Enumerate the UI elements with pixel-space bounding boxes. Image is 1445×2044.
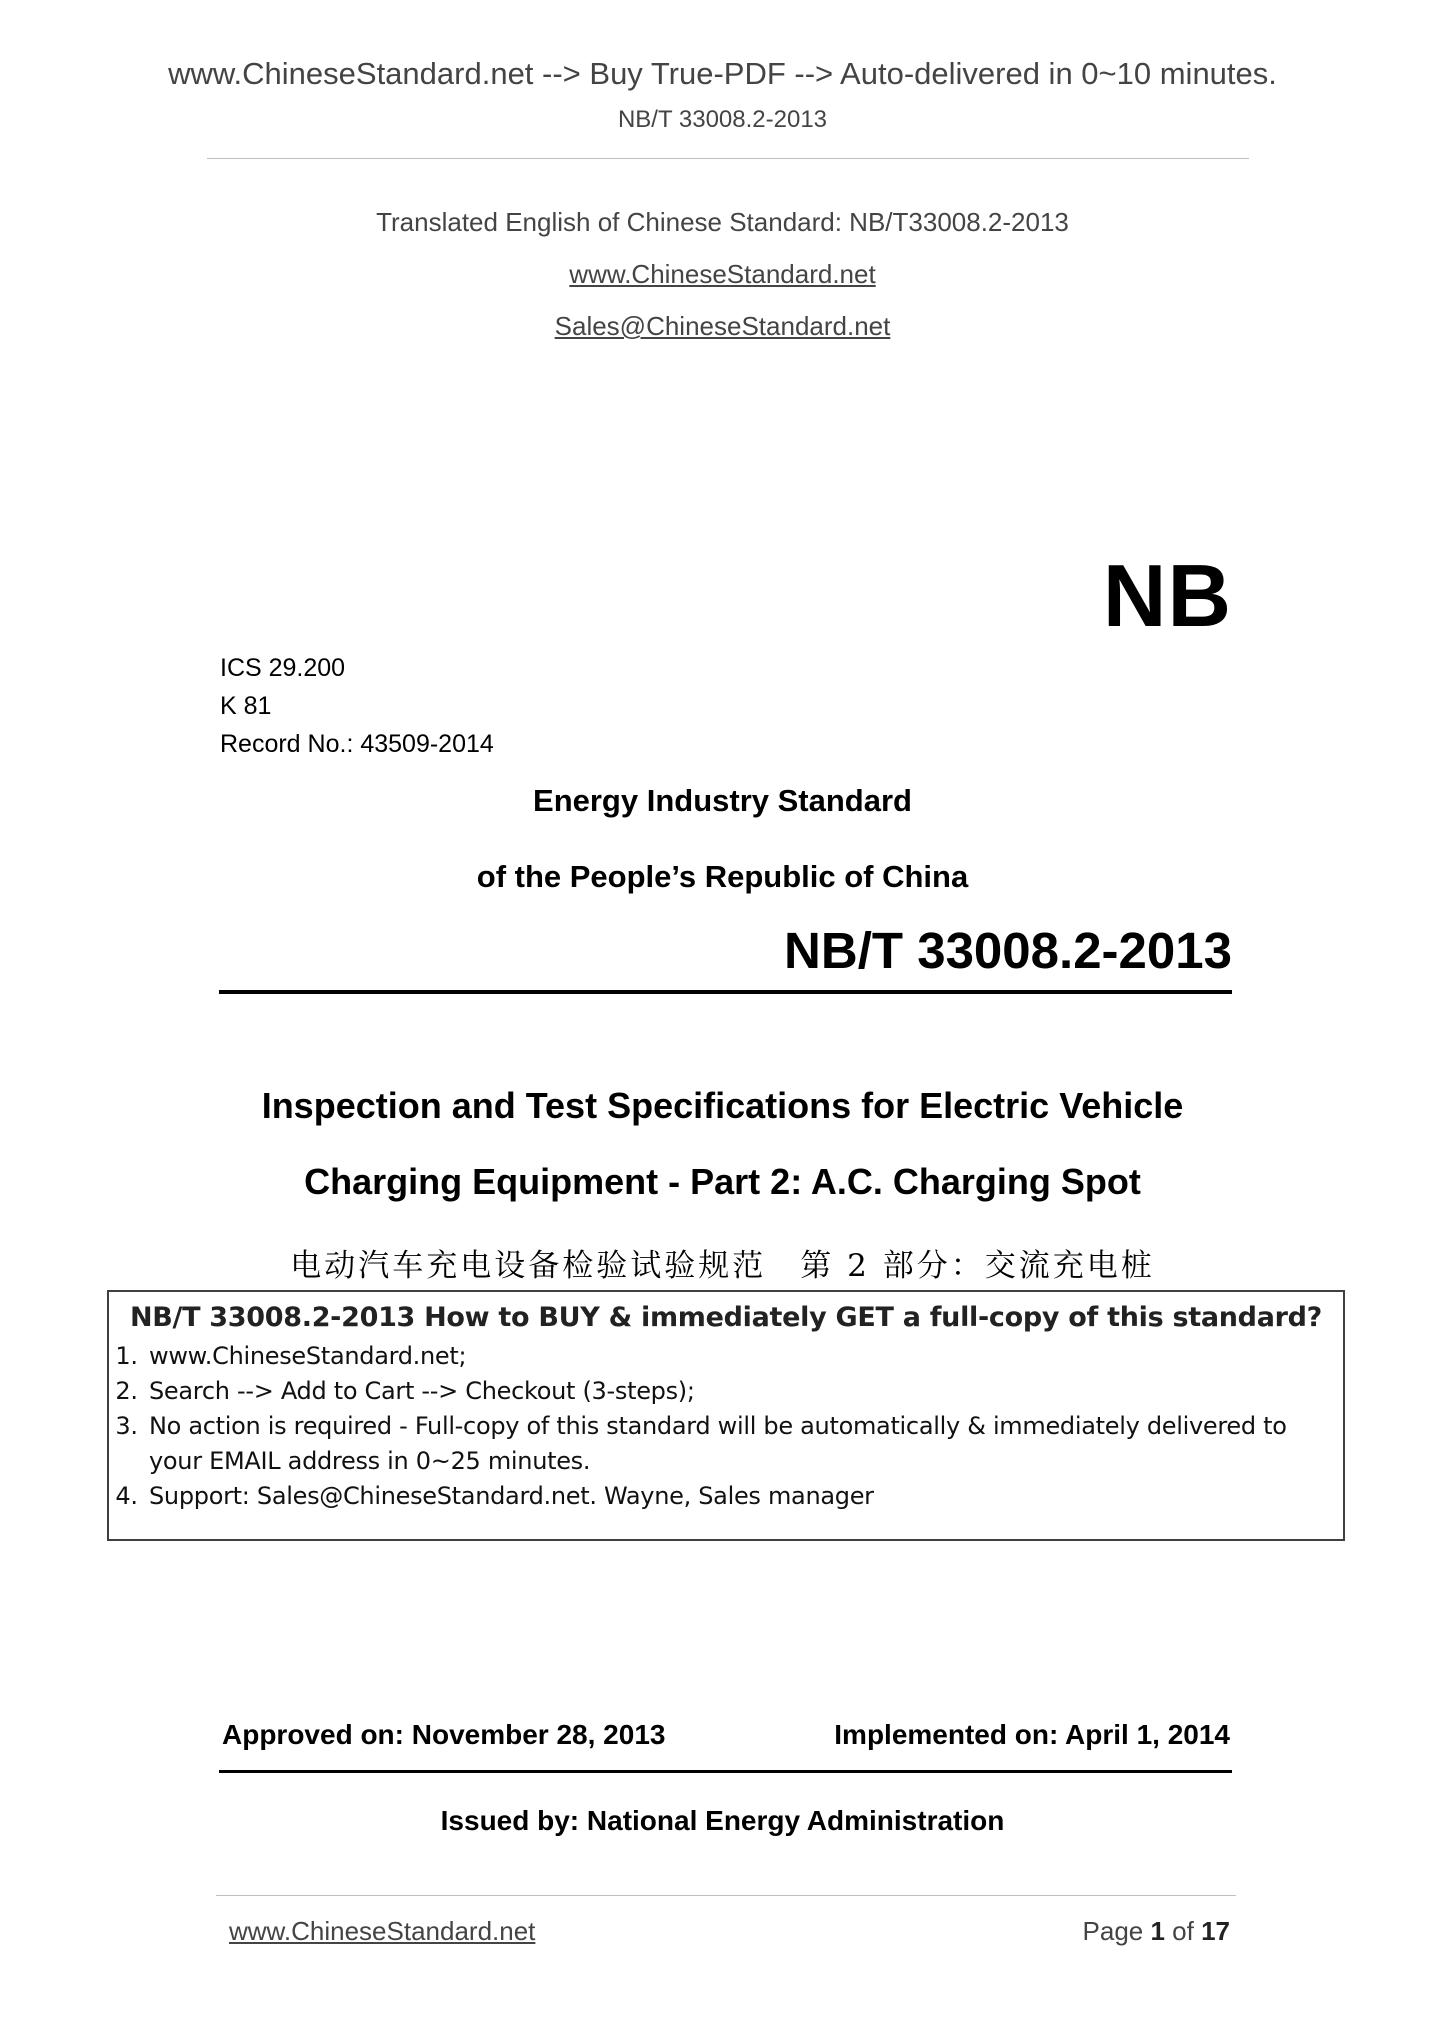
page-current: 1 <box>1150 1916 1165 1946</box>
intro-email-link[interactable]: Sales@ChineseStandard.net <box>554 311 891 341</box>
standard-line2: of the People’s Republic of China <box>476 859 969 894</box>
footer-divider <box>216 1895 1236 1896</box>
standard-number: NB/T 33008.2-2013 <box>784 922 1232 979</box>
buy-box-title: NB/T 33008.2-2013 How to BUY & immediately GET a full-copy of this standard? <box>129 1302 1323 1333</box>
intro-website-link[interactable]: www.ChineseStandard.net <box>569 259 876 289</box>
title-line1: Inspection and Test Specifications for Electric Vehicle <box>261 1085 1184 1126</box>
buy-step: 3. No action is required - Full-copy of this standard will be automatically & immediately delivered to your EMAIL address in 0~25 minutes. <box>145 1409 1343 1479</box>
intro-website-link-row <box>0 259 1445 290</box>
standard-line1: Energy Industry Standard <box>533 783 912 818</box>
buy-instructions-box <box>107 1290 1345 1541</box>
chinese-title: 电动汽车充电设备检验试验规范 第 2 部分：交流充电桩 <box>290 1248 1155 1284</box>
translated-line: Translated English of Chinese Standard: NB/T33008.2-2013 <box>376 207 1069 237</box>
buy-step: 2. Search --> Add to Cart --> Checkout (3-steps); <box>145 1374 1343 1409</box>
footer-website-link[interactable]: www.ChineseStandard.net <box>229 1916 536 1946</box>
header-divider <box>207 158 1249 159</box>
header-banner: www.ChineseStandard.net --> Buy True-PDF --> Auto-delivered in 0~10 minutes. <box>168 56 1277 91</box>
buy-step: 4. Support: Sales@ChineseStandard.net. Wayne, Sales manager <box>145 1479 1343 1514</box>
page-indicator <box>900 1916 1230 1947</box>
page-total: 17 <box>1201 1916 1230 1946</box>
header-doc-code: NB/T 33008.2-2013 <box>617 106 828 133</box>
k-code: K 81 <box>220 692 272 720</box>
approved-date: Approved on: November 28, 2013 <box>222 1719 666 1750</box>
intro-email-link-row <box>0 311 1445 342</box>
standard-divider <box>219 990 1232 994</box>
record-number: Record No.: 43509-2014 <box>220 730 494 758</box>
issued-by: Issued by: National Energy Administration <box>440 1805 1005 1836</box>
title-line2: Charging Equipment - Part 2: A.C. Charging Spot <box>304 1161 1141 1202</box>
page-mid: of <box>1164 1916 1202 1946</box>
page-prefix: Page <box>1082 1916 1151 1946</box>
buy-step: 1. www.ChineseStandard.net; <box>145 1339 1343 1374</box>
footer-website-row <box>229 1916 535 1947</box>
implemented-date: Implemented on: April 1, 2014 <box>834 1719 1230 1750</box>
dates-divider <box>219 1770 1232 1773</box>
nb-logo: NB <box>1102 546 1232 645</box>
ics-code: ICS 29.200 <box>220 654 346 682</box>
buy-steps-list <box>109 1339 1343 1514</box>
